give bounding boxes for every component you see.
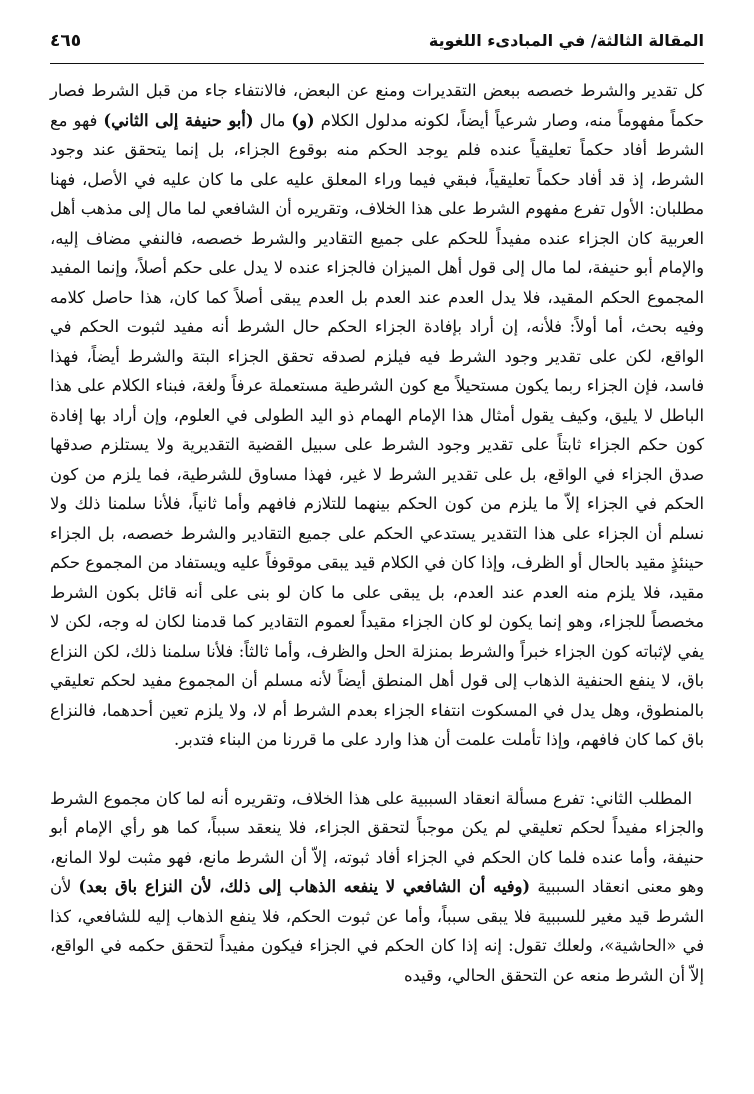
book-page: [50, 0, 704, 1094]
main-text: [50, 76, 704, 990]
bold-matn-text: (و): [291, 110, 315, 130]
paragraph-second-topic: [50, 784, 704, 991]
bold-matn-text: (وفيه أن الشافعي لا ينفعه الذهاب إلى ذلك، لأن النزاع باق بعد): [78, 877, 531, 896]
header-divider: [50, 63, 704, 64]
page-number: ٤٦٥: [50, 31, 82, 51]
page-header: [50, 30, 704, 56]
bold-matn-text: (أبو حنيفة إلى الثاني): [103, 110, 254, 130]
text-run: المطلب الثاني: تفرع مسألة انعقاد السببية على هذا الخلاف، وتقريره أنه لما كان مجموع الشرط والجزاء مفيداً لحكم تعليقي لم يكن موجباً لتحقق الجزاء، فلا ينعقد سبباً، كما هو رأي الإمام أبو حنيفة، وأما عنده فلما كان الحكم في الجزاء أفاد ثبوته، إلاّ أن الشرط مانع، فهو مثبت لولا المانع، وهو معنى انعقاد السببية: [50, 788, 704, 896]
text-run: فهو مع الشرط أفاد حكماً تعليقياً عنده فلم يوجد الحكم منه بوقوع الجزاء، بل إنما يتحقق عند وجود الشرط، إذ قد أفاد حكماً تعليقياً، فبقي فيما وراء المعلق عليه على ما كان عليه في الأصل، فهنا مطلبان: الأول تفرع مفهوم الشرط على هذا الخلاف، وتقريره أن الشافعي لما مال إلى مذهب أهل العربية كان الجزاء عنده مفيداً للحكم على جميع التقادير والشرط خصصه، فالنفي مضاف إليه، والإمام أبو حنيفة، لما مال إلى قول أهل الميزان فالجزاء عنده لا يدل على حكم أصلاً، وإنما المفيد المجموع الحكم المقيد، فلا يدل العدم عند العدم بل العدم يبقى أصلاً كما كان، هذا حاصل كلامه وفيه بحث، أما أولاً: فلأنه، إن أراد بإفادة الجزاء الحكم حال الشرط أنه مفيد لثبوت الحكم في الواقع، لكن على تقدير وجود الشرط فيه فيلزم لصدقه تحقق الجزاء البتة والشرط أيضاً، فهذا فاسد، فإن الجزاء ربما يكون مستحيلاً مع كون الشرطية مستعملة عرفاً ولغة، فبناء الكلام على هذا الباطل لا يليق، وكيف يقول أمثال هذا الإمام الهمام ذو اليد الطولى في العلوم، وإن أراد بها إفادة كون حكم الجزاء ثابتاً على تقدير وجود الشرط على سبيل القضية التقديرية ولا يستلزم صدقها صدق الجزاء في الواقع، بل على تقدير الشرط لا غير، فهذا مساوق للشرطية، فما يلزم من كون الحكم في الجزاء إلاّ ما يلزم من كون الحكم بينهما للتلازم فافهم وأما ثانياً، فلأنا سلمنا ذلك ولا نسلم أن الجزاء على هذا التقدير يستدعي الحكم على جميع التقادير والشرط خصصه، بل الجزاء حينئذٍ مقيد بالحال أو الظرف، وإذا كان في الكلام قيد يبقى موقوفاً عليه ويستفاد من المجموع حكم مقيد، فلا يلزم منه العدم عند العدم، بل يبقى على ما كان لو بنى على أنه قائل بكون الشرط مخصصاً للجزاء، وهو إنما يكون لو كان الجزاء مقيداً لعموم التقادير كما قدمنا لكان له وجه، لكن لا يفي لإثباته كون الجزاء خبراً والشرط بمنزلة الحل والظرف، وأما ثالثاً: فلأنا سلمنا ذلك، لكن النزاع باق، لا ينفع الحنفية الذهاب إلى قول أهل المنطق أيضاً لأنه مسلم أن المجموع مفيد لحكم تعليقي بالمنطوق، وهل يدل في المسكوت انتفاء الجزاء بعدم الشرط أم لا، ولا يلزم تعين أحدهما، فالنزاع باق كما كان فافهم، وإذا تأملت علمت أن هذا وارد على ما قررنا من البناء فتدبر.: [50, 110, 704, 749]
running-title: المقالة الثالثة/ في المبادىء اللغوية: [428, 31, 704, 50]
text-run: كل تقدير والشرط خصصه ببعض التقديرات ومنع عن البعض، فالانتفاء جاء من قبل الشرط فصار حكماً مفهوماً منه، وصار شرعياً أيضاً، لكونه مدلول الكلام: [50, 81, 704, 130]
paragraph-first-topic: [50, 76, 704, 755]
text-run: لأن الشرط قيد مغير للسببية فلا يبقى سبباً، وأما عن ثبوت الحكم، فلا ينفع الذهاب إليه للشافعي، كذا في «الحاشية»، ولعلك تقول: إنه إذا كان الحكم في الجزاء فيكون مفيداً لتحقق حكمه في الواقع، إلاّ أن الشرط منعه عن التحقق الحالي، وقيده: [50, 877, 704, 985]
text-run: مال: [253, 110, 292, 130]
